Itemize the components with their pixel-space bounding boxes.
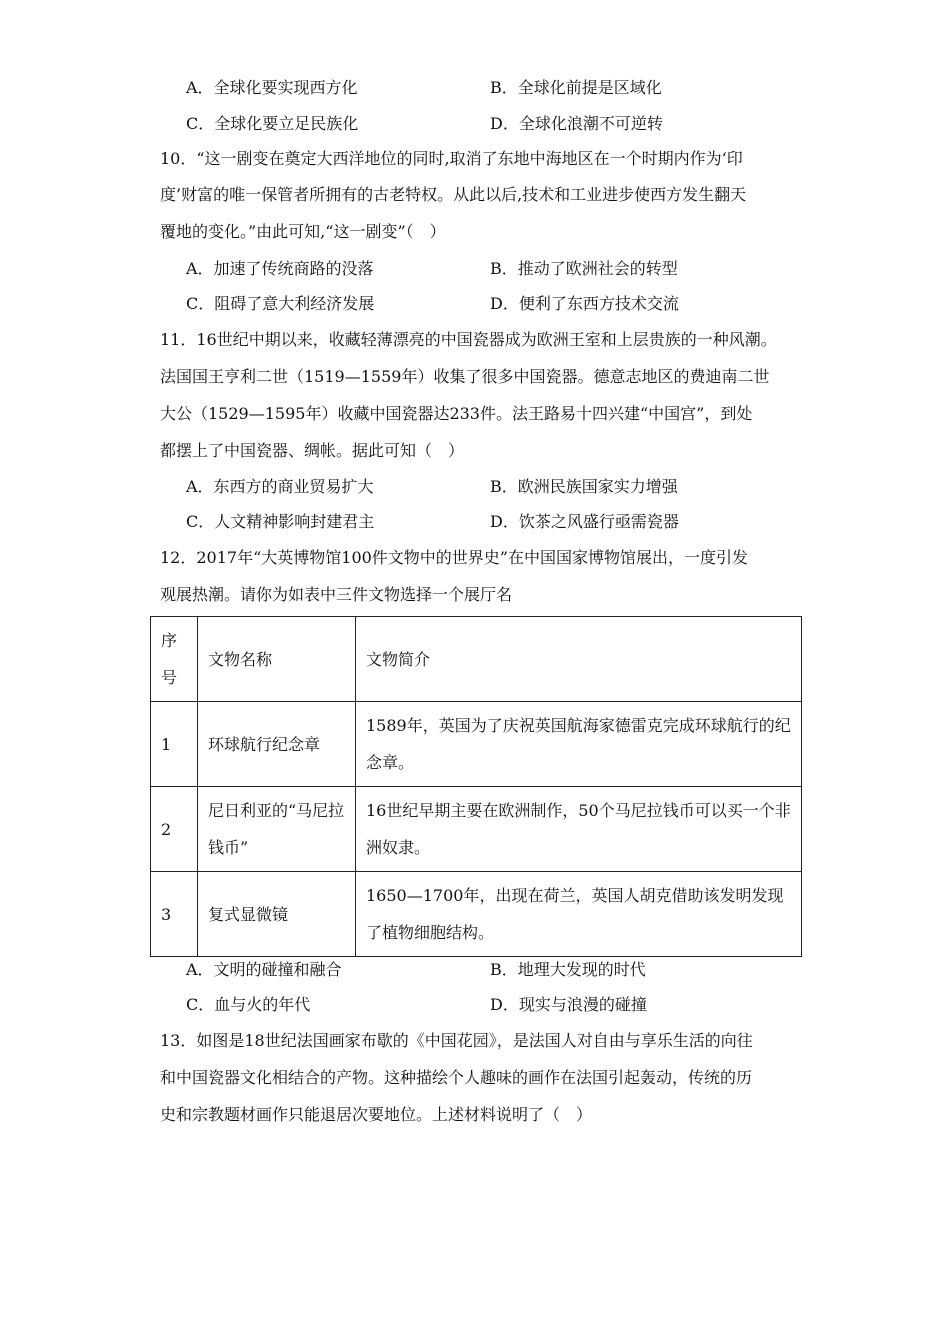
q9-option-c: C．全球化要立足民族化 xyxy=(186,114,359,133)
q9-option-d: D．全球化浪潮不可逆转 xyxy=(490,114,663,133)
q10-stem-line-2: 度’财富的唯一保管者所拥有的古老特权。从此以后,技术和工业进步使西方发生翻天 xyxy=(160,185,747,204)
row-name: 尼日利亚的“马尼拉钱币” xyxy=(198,787,356,872)
row-index: 1 xyxy=(151,702,198,787)
table-header-row xyxy=(151,617,802,702)
q11-stem-line-3: 大公（1529—1595年）收藏中国瓷器达233件。法王路易十四兴建“中国宫”，到处 xyxy=(160,404,753,423)
table-row xyxy=(151,872,802,957)
q12-stem-line-1: 12．2017年“大英博物馆100件文物中的世界史”在中国国家博物馆展出，一度引发 xyxy=(160,548,748,567)
q10-stem-line-1: 10．“这一剧变在奠定大西洋地位的同时,取消了东地中海地区在一个时期内作为‘印 xyxy=(160,149,743,168)
q10-option-a: A．加速了传统商路的没落 xyxy=(186,259,374,278)
q10-option-b: B．推动了欧洲社会的转型 xyxy=(490,259,678,278)
table-row xyxy=(151,702,802,787)
row-description: 1589年，英国为了庆祝英国航海家德雷克完成环球航行的纪念章。 xyxy=(356,702,802,787)
q13-stem-line-1: 13．如图是18世纪法国画家布歇的《中国花园》，是法国人对自由与享乐生活的向往 xyxy=(160,1031,753,1050)
q10-stem-line-3: 覆地的变化。”由此可知,“这一剧变”（ ） xyxy=(160,222,446,241)
row-index: 2 xyxy=(151,787,198,872)
q13-stem-line-3: 史和宗教题材画作只能退居次要地位。上述材料说明了（ ） xyxy=(160,1105,593,1124)
q11-option-d: D．饮茶之风盛行亟需瓷器 xyxy=(490,512,679,531)
row-description: 16世纪早期主要在欧洲制作，50个马尼拉钱币可以买一个非洲奴隶。 xyxy=(356,787,802,872)
q11-option-a: A．东西方的商业贸易扩大 xyxy=(186,477,374,496)
q11-stem-line-1: 11．16世纪中期以来，收藏轻薄漂亮的中国瓷器成为欧洲王室和上层贵族的一种风潮。 xyxy=(160,330,777,349)
q12-option-d: D．现实与浪漫的碰撞 xyxy=(490,995,647,1014)
row-description: 1650—1700年，出现在荷兰，英国人胡克借助该发明发现了植物细胞结构。 xyxy=(356,872,802,957)
row-index: 3 xyxy=(151,872,198,957)
q11-stem-line-4: 都摆上了中国瓷器、绸帐。据此可知（ ） xyxy=(160,441,465,460)
artifact-table xyxy=(150,616,802,957)
q10-option-d: D．便利了东西方技术交流 xyxy=(490,294,679,313)
q11-stem-line-2: 法国国王亨利二世（1519—1559年）收集了很多中国瓷器。德意志地区的费迪南二世 xyxy=(160,367,770,386)
q11-option-b: B．欧洲民族国家实力增强 xyxy=(490,477,678,496)
header-description: 文物简介 xyxy=(356,617,802,702)
q9-option-a: A．全球化要实现西方化 xyxy=(186,78,358,97)
q11-option-c: C．人文精神影响封建君主 xyxy=(186,512,375,531)
q12-option-c: C．血与火的年代 xyxy=(186,995,311,1014)
q12-option-b: B．地理大发现的时代 xyxy=(490,960,646,979)
header-index: 序号 xyxy=(151,617,198,702)
q10-option-c: C．阻碍了意大利经济发展 xyxy=(186,294,375,313)
q9-option-b: B．全球化前提是区域化 xyxy=(490,78,662,97)
q12-stem-line-2: 观展热潮。请你为如表中三件文物选择一个展厅名 xyxy=(160,585,513,604)
header-name: 文物名称 xyxy=(198,617,356,702)
table-row xyxy=(151,787,802,872)
row-name: 复式显微镜 xyxy=(198,872,356,957)
q12-option-a: A．文明的碰撞和融合 xyxy=(186,960,342,979)
q13-stem-line-2: 和中国瓷器文化相结合的产物。这种描绘个人趣味的画作在法国引起轰动，传统的历 xyxy=(160,1068,753,1087)
row-name: 环球航行纪念章 xyxy=(198,702,356,787)
